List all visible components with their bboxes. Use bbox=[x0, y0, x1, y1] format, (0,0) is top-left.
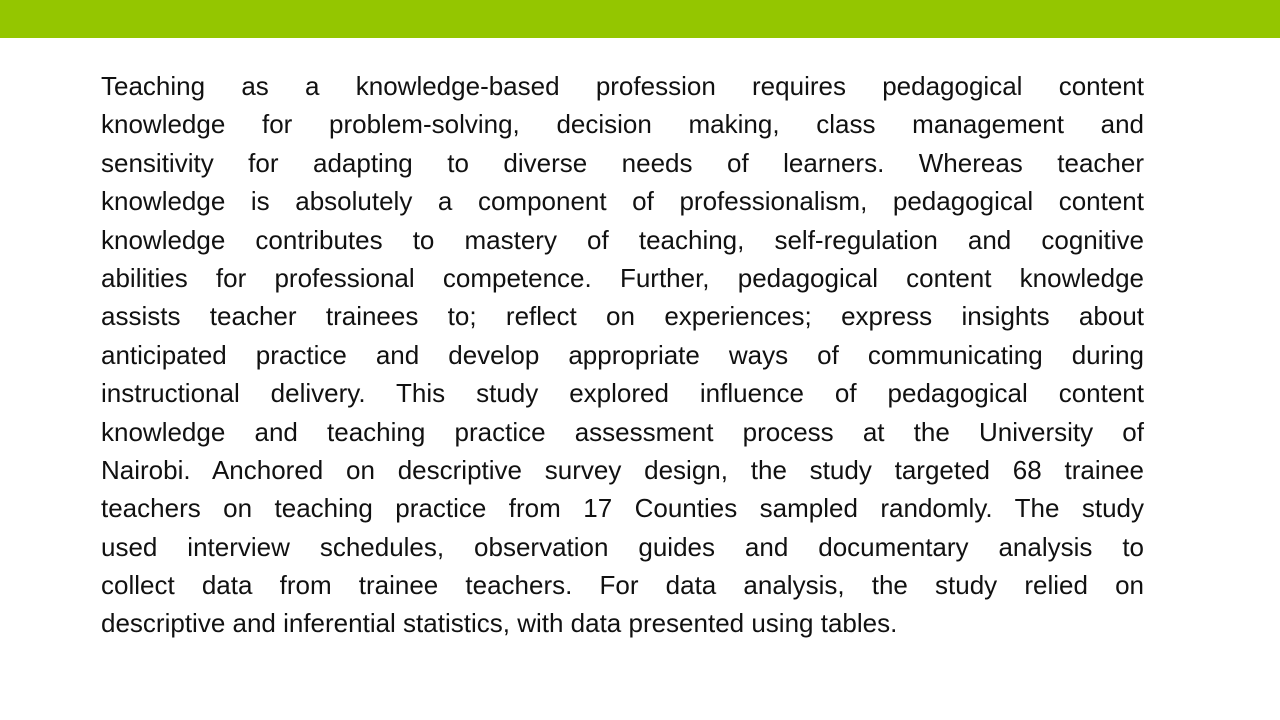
paragraph-line: collect data from trainee teachers. For data analysis, the study relied on bbox=[101, 570, 1144, 601]
paragraph-line: Teaching as a knowledge-based profession requires pedagogical content bbox=[101, 71, 1144, 101]
paragraph-line: teachers on teaching practice from 17 Counties sampled randomly. The study bbox=[101, 493, 1144, 524]
paragraph-line: abilities for professional competence. Further, pedagogical content knowledge bbox=[101, 262, 1144, 293]
top-accent-bar bbox=[0, 0, 1280, 38]
paragraph-line-last: descriptive and inferential statistics, with data presented using tables. bbox=[101, 608, 898, 639]
paragraph-line: knowledge for problem-solving, decision making, class management and bbox=[101, 109, 1144, 140]
paragraph-line: knowledge is absolutely a component of professionalism, pedagogical content bbox=[101, 186, 1144, 217]
paragraph-line: instructional delivery. This study explored influence of pedagogical content bbox=[101, 378, 1144, 409]
paragraph-line: used interview schedules, observation guides and documentary analysis to bbox=[101, 531, 1144, 562]
paragraph-line: assists teacher trainees to; reflect on experiences; express insights about bbox=[101, 301, 1144, 332]
paragraph-line: Nairobi. Anchored on descriptive survey design, the study targeted 68 trainee bbox=[101, 454, 1144, 485]
paragraph-line: knowledge contributes to mastery of teaching, self-regulation and cognitive bbox=[101, 224, 1144, 255]
slide-body-paragraph bbox=[101, 67, 1144, 643]
paragraph-line: anticipated practice and develop appropriate ways of communicating during bbox=[101, 339, 1144, 370]
paragraph-line: knowledge and teaching practice assessment process at the University of bbox=[101, 416, 1144, 447]
paragraph-line: sensitivity for adapting to diverse needs of learners. Whereas teacher bbox=[101, 147, 1144, 178]
